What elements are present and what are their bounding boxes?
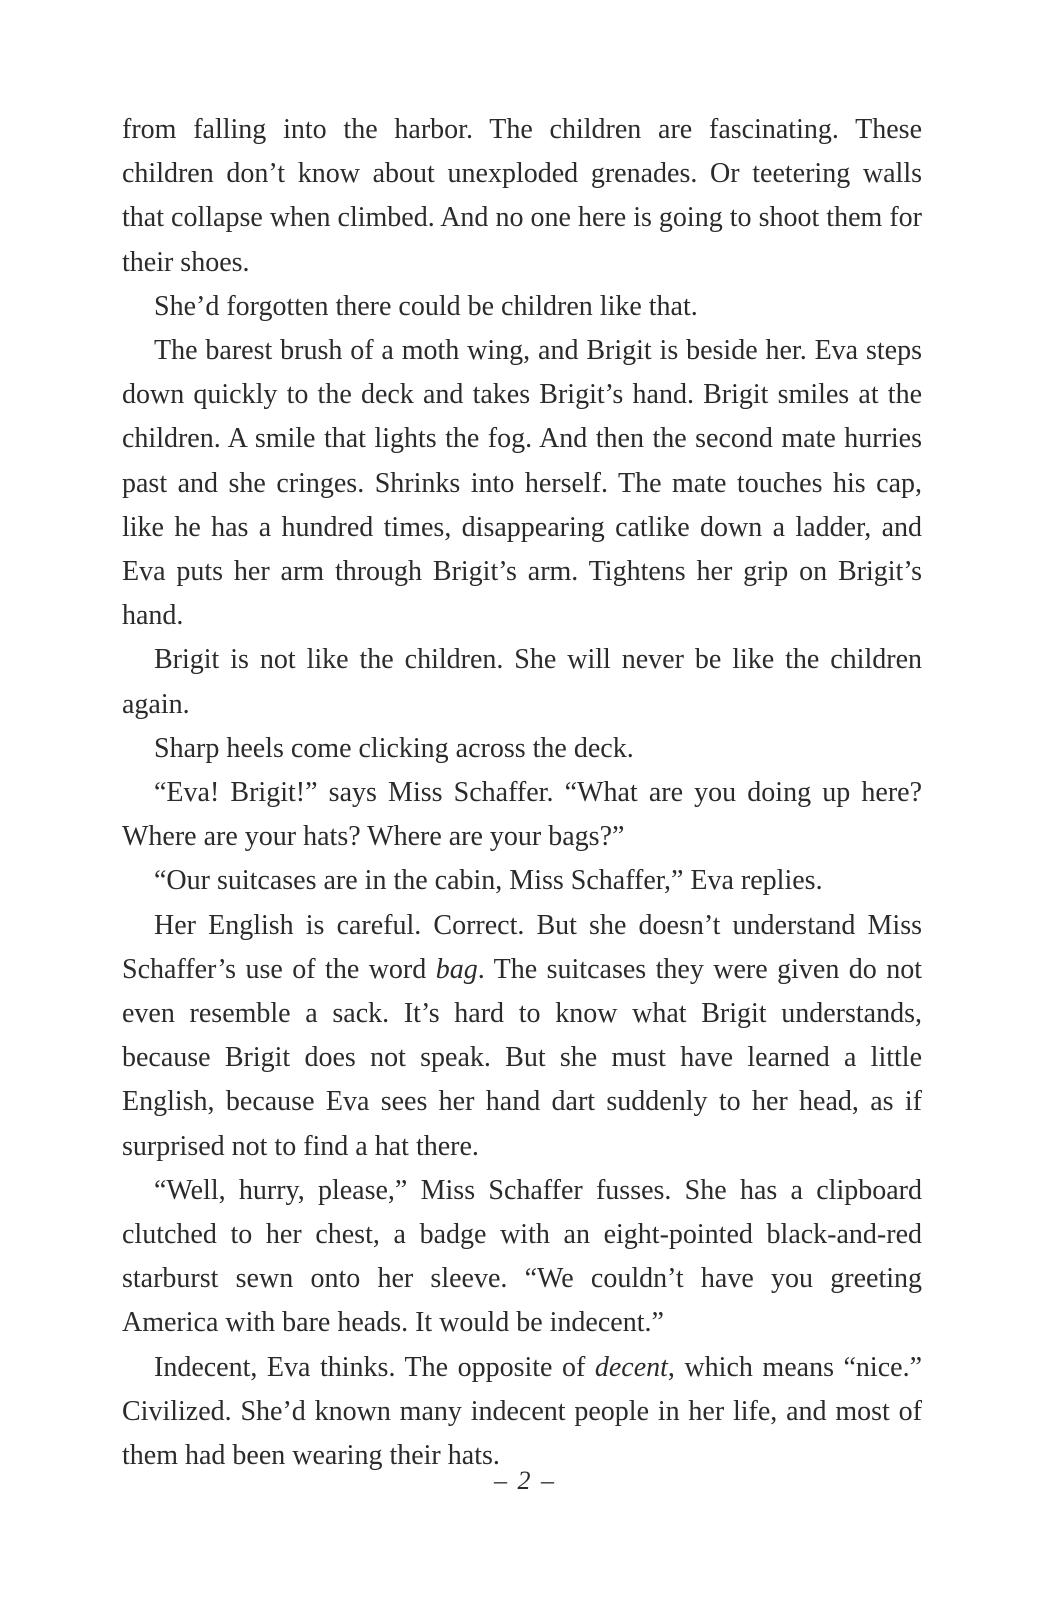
paragraph xyxy=(122,1346,922,1479)
paragraph: She’d forgotten there could be children like that. xyxy=(154,290,698,322)
paragraph-text: . The suitcases they were given do not even resemble a sack. It’s hard to know what Brigit understands, because Brigit does not speak. But she must have learned a little English, because Eva sees her hand dart suddenly to her head, as if surprised not to find a hat there. xyxy=(122,953,923,1162)
italic-word: decent xyxy=(594,1351,668,1383)
paragraph-text: Indecent, Eva thinks. The opposite of xyxy=(154,1351,595,1383)
page-number: – 2 – xyxy=(494,1466,556,1495)
paragraph: from falling into the harbor. The children are fascinating. These children don’t know about unexploded grenades. Or teetering walls that collapse when climbed. And no one here is going to shoot them for their shoes. xyxy=(122,114,922,278)
paragraph: Brigit is not like the children. She will never be like the children again. xyxy=(122,644,922,720)
paragraph-text: Her English is careful. Correct. But she doesn’t understand Miss Schaffer’s use of the word xyxy=(122,909,922,985)
paragraph-text: , which means “nice.” Civilized. She’d known many indecent people in her life, and most of them had been wearing their hats. xyxy=(122,1351,922,1472)
paragraph: The barest brush of a moth wing, and Brigit is beside her. Eva steps down quickly to the deck and takes Brigit’s hand. Brigit smiles at the children. A smile that lights the fog. And then the second mate hurries past and she cringes. Shrinks into herself. The mate touches his cap, like he has a hundred times, disappearing catlike down a ladder, and Eva puts her arm through Brigit’s arm. Tightens her grip on Brigit’s hand. xyxy=(122,335,922,632)
paragraph: Sharp heels come clicking across the deck. xyxy=(154,732,634,764)
paragraph: “Eva! Brigit!” says Miss Schaffer. “What are you doing up here? Where are your hats? Where are your bags?” xyxy=(122,777,922,853)
italic-word: bag xyxy=(435,953,478,985)
paragraph: “Well, hurry, please,” Miss Schaffer fusses. She has a clipboard clutched to her chest, a badge with an eight-pointed black-and-red starburst sewn onto her sleeve. “We couldn’t have you greeting America with bare heads. It would be indecent.” xyxy=(122,1174,922,1339)
paragraph: “Our suitcases are in the cabin, Miss Schaffer,” Eva replies. xyxy=(154,865,823,897)
body-text xyxy=(122,108,922,1478)
paragraph xyxy=(122,904,922,1169)
